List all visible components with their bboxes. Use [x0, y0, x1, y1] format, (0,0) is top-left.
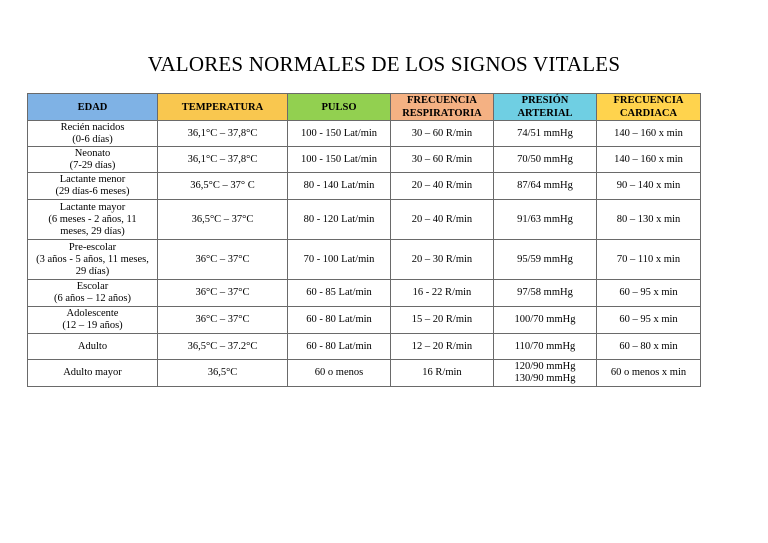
- table-cell: [391, 240, 494, 280]
- cell-text: Adulto: [77, 340, 108, 352]
- age-group-cell: [28, 360, 158, 387]
- table-cell: [597, 240, 701, 280]
- table-cell: [158, 121, 288, 147]
- cell-text: 110/70 mmHg: [514, 340, 576, 352]
- column-header: [28, 94, 158, 121]
- table-cell: [391, 173, 494, 200]
- table-cell: [288, 280, 391, 307]
- cell-text: 91/63 mmHg: [517, 213, 573, 225]
- cell-text: 97/58 mmHg: [517, 287, 573, 298]
- cell-text: 90 – 140 x min: [616, 180, 681, 191]
- cell-text: 36,5°C: [207, 367, 238, 378]
- table-cell: [597, 280, 701, 307]
- cell-text: Lactante menor: [59, 174, 126, 185]
- cell-text: 60 - 80 Lat/min: [306, 340, 372, 352]
- age-group-cell: [28, 307, 158, 334]
- cell-text: meses, 29 días): [60, 225, 125, 237]
- cell-text: 36,5°C – 37.2°C: [187, 340, 258, 352]
- column-header: [158, 94, 288, 121]
- table-body: [28, 121, 701, 387]
- cell-text: 36,1°C – 37,8°C: [187, 153, 258, 165]
- column-header: [288, 94, 391, 121]
- table-cell: [288, 173, 391, 200]
- table-cell: [288, 307, 391, 334]
- age-group-cell: [28, 173, 158, 200]
- table-cell: [158, 200, 288, 240]
- cell-text: Escolar: [76, 281, 109, 292]
- table-cell: [158, 280, 288, 307]
- table-row: [28, 147, 701, 173]
- table-cell: [288, 360, 391, 387]
- table-cell: [494, 147, 597, 173]
- table-header: [28, 94, 701, 121]
- table-cell: [494, 334, 597, 360]
- table-cell: [288, 121, 391, 147]
- cell-text: (29 días-6 meses): [55, 186, 130, 197]
- cell-text: 60 – 95 x min: [619, 287, 678, 298]
- table-cell: [288, 334, 391, 360]
- table-cell: [158, 147, 288, 173]
- table-cell: [597, 200, 701, 240]
- cell-text: 140 – 160 x min: [614, 127, 683, 139]
- column-header: [597, 94, 701, 121]
- table-row: [28, 334, 701, 360]
- table-cell: [494, 173, 597, 200]
- cell-text: 15 – 20 R/min: [411, 314, 473, 325]
- table-row: [28, 280, 701, 307]
- cell-text: 60 o menos: [314, 367, 364, 378]
- cell-text: 60 o menos x min: [610, 367, 687, 378]
- table-cell: [288, 240, 391, 280]
- table-cell: [391, 121, 494, 147]
- cell-text: 100/70 mmHg: [514, 314, 576, 325]
- table-cell: [597, 147, 701, 173]
- column-header-line: CARDIACA: [619, 108, 678, 119]
- cell-text: Adulto mayor: [63, 367, 122, 378]
- cell-text: Pre-escolar: [68, 241, 117, 253]
- age-group-cell: [28, 200, 158, 240]
- cell-text: 20 – 30 R/min: [411, 253, 473, 265]
- cell-text: 130/90 mmHg: [514, 373, 576, 384]
- cell-text: 30 – 60 R/min: [411, 127, 473, 139]
- cell-text: 87/64 mmHg: [517, 180, 573, 191]
- table-cell: [391, 334, 494, 360]
- age-group-cell: [28, 334, 158, 360]
- age-group-cell: [28, 280, 158, 307]
- cell-text: 140 – 160 x min: [614, 153, 683, 165]
- column-header-line: PULSO: [321, 101, 357, 113]
- cell-text: (12 – 19 años): [62, 320, 123, 331]
- table-cell: [158, 307, 288, 334]
- table-cell: [597, 121, 701, 147]
- cell-text: (7-29 días): [69, 159, 116, 171]
- column-header: [391, 94, 494, 121]
- table-cell: [288, 147, 391, 173]
- age-group-cell: [28, 147, 158, 173]
- table-row: [28, 307, 701, 334]
- table-cell: [494, 200, 597, 240]
- table-row: [28, 121, 701, 147]
- table-row: [28, 200, 701, 240]
- cell-text: 16 R/min: [422, 367, 462, 378]
- table-cell: [597, 334, 701, 360]
- cell-text: 120/90 mmHg: [514, 361, 576, 372]
- cell-text: (3 años - 5 años, 11 meses,: [36, 253, 149, 265]
- cell-text: 20 – 40 R/min: [411, 213, 473, 225]
- cell-text: 60 - 85 Lat/min: [306, 287, 372, 298]
- table-cell: [494, 280, 597, 307]
- table-row: [28, 240, 701, 280]
- table-cell: [391, 280, 494, 307]
- column-header-line: PRESIÓN: [521, 95, 569, 106]
- cell-text: 36,5°C – 37°C: [191, 213, 254, 225]
- table-cell: [158, 240, 288, 280]
- table-cell: [158, 334, 288, 360]
- column-header-line: RESPIRATORIA: [402, 108, 482, 119]
- cell-text: 60 – 95 x min: [619, 314, 678, 325]
- cell-text: 80 – 130 x min: [616, 213, 681, 225]
- cell-text: 20 – 40 R/min: [411, 180, 473, 191]
- table-row: [28, 360, 701, 387]
- column-header-line: ARTERIAL: [517, 108, 573, 119]
- column-header-line: FRECUENCIA: [406, 95, 477, 106]
- table-cell: [158, 173, 288, 200]
- header-row: [28, 94, 701, 121]
- cell-text: Adolescente: [66, 308, 119, 319]
- page-title: VALORES NORMALES DE LOS SIGNOS VITALES: [147, 52, 621, 76]
- cell-text: Recién nacidos: [60, 121, 125, 133]
- cell-text: 80 - 120 Lat/min: [303, 213, 375, 225]
- cell-text: 12 – 20 R/min: [411, 340, 473, 352]
- table-cell: [391, 360, 494, 387]
- cell-text: (0-6 días): [72, 133, 113, 145]
- cell-text: 70/50 mmHg: [517, 153, 573, 165]
- table-cell: [494, 307, 597, 334]
- table-cell: [391, 200, 494, 240]
- vital-signs-table: [27, 93, 701, 387]
- cell-text: 95/59 mmHg: [517, 253, 573, 265]
- cell-text: Neonato: [74, 147, 111, 159]
- table-cell: [391, 307, 494, 334]
- cell-text: 36°C – 37°C: [195, 314, 250, 325]
- cell-text: 16 - 22 R/min: [412, 287, 472, 298]
- cell-text: 60 – 80 x min: [619, 340, 678, 352]
- cell-text: (6 meses - 2 años, 11: [48, 213, 137, 225]
- table-cell: [494, 360, 597, 387]
- table-cell: [158, 360, 288, 387]
- cell-text: 36,5°C – 37° C: [190, 180, 255, 191]
- cell-text: 36,1°C – 37,8°C: [187, 127, 258, 139]
- cell-text: 36°C – 37°C: [195, 287, 250, 298]
- cell-text: 60 - 80 Lat/min: [306, 314, 372, 325]
- cell-text: Lactante mayor: [59, 201, 126, 213]
- cell-text: 30 – 60 R/min: [411, 153, 473, 165]
- cell-text: 70 – 110 x min: [616, 253, 681, 265]
- cell-text: 29 días): [75, 265, 110, 277]
- cell-text: 74/51 mmHg: [517, 127, 573, 139]
- age-group-cell: [28, 121, 158, 147]
- cell-text: (6 años – 12 años): [54, 293, 131, 304]
- table-row: [28, 173, 701, 200]
- age-group-cell: [28, 240, 158, 280]
- table-cell: [494, 121, 597, 147]
- table-cell: [597, 173, 701, 200]
- table-cell: [597, 307, 701, 334]
- cell-text: 36°C – 37°C: [195, 253, 250, 265]
- column-header-line: FRECUENCIA: [613, 95, 684, 106]
- table-cell: [597, 360, 701, 387]
- cell-text: 80 - 140 Lat/min: [303, 180, 375, 191]
- table-cell: [288, 200, 391, 240]
- cell-text: 100 - 150 Lat/min: [300, 153, 378, 165]
- column-header-line: TEMPERATURA: [181, 101, 264, 113]
- column-header-line: EDAD: [77, 101, 108, 113]
- table-cell: [494, 240, 597, 280]
- cell-text: 100 - 150 Lat/min: [300, 127, 378, 139]
- column-header: [494, 94, 597, 121]
- table-cell: [391, 147, 494, 173]
- cell-text: 70 - 100 Lat/min: [303, 253, 375, 265]
